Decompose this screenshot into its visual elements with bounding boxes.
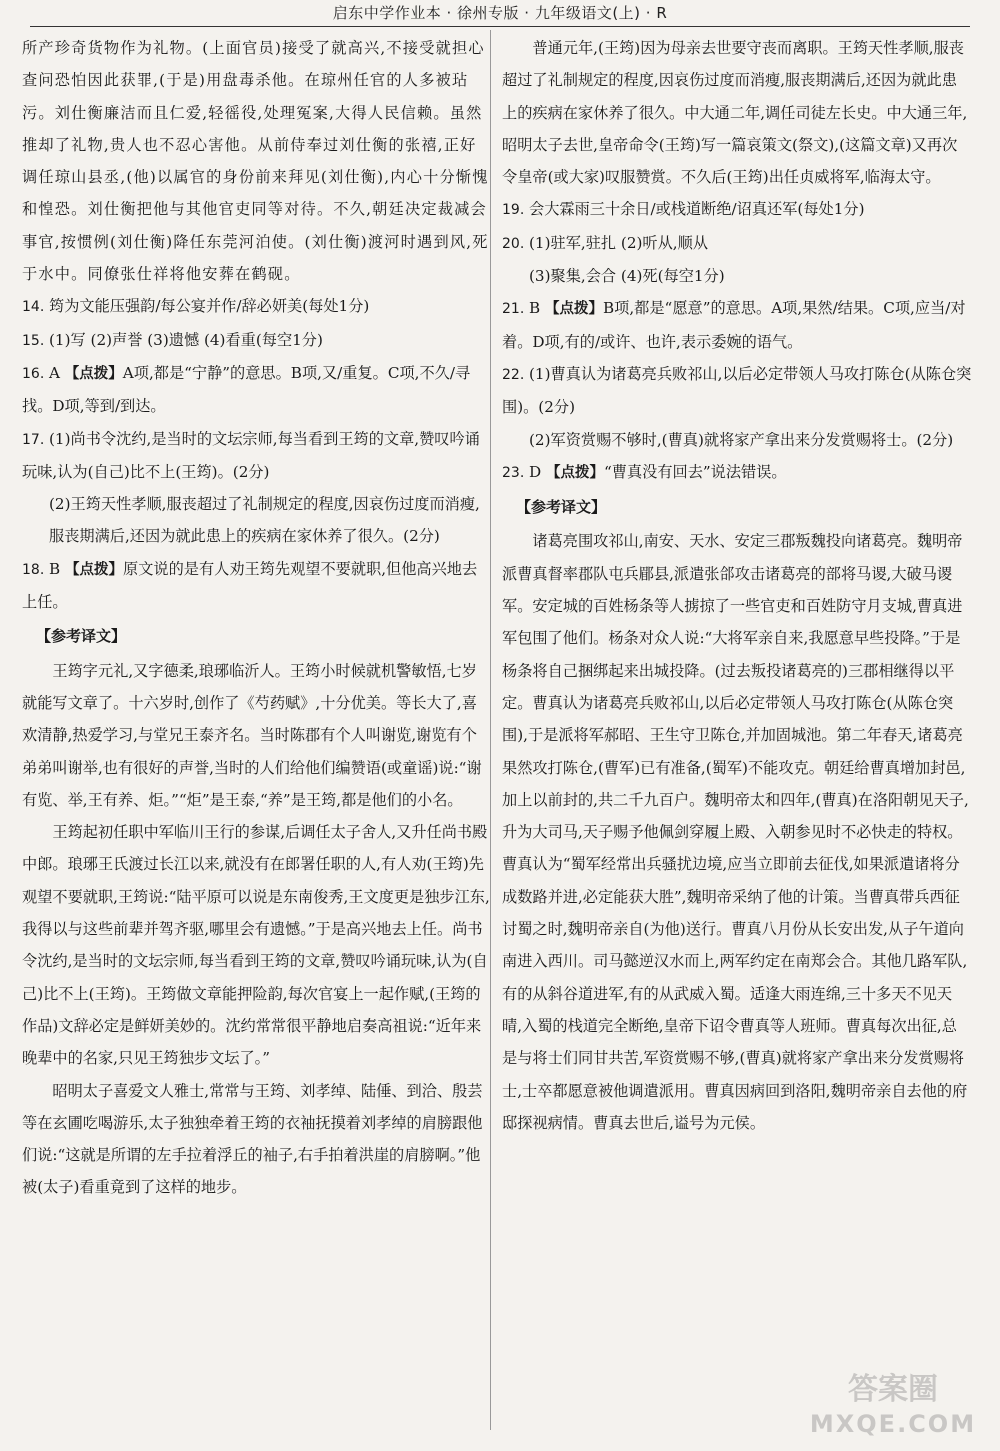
answer-text: 原文说的是有人劝王筠先观望不要就职,但他高兴地去上任。 [22,559,478,612]
answer-choice: B [49,559,65,578]
answer-20 [502,227,972,293]
answer-14 [22,290,492,323]
site-watermark-logo [798,1373,988,1443]
reference-paragraph: 昭明太子喜爱文人雅士,常常与王筠、刘孝绰、陆倕、到洽、殷芸等在玄圃吃喝游乐,太子独独牵着王筠的衣袖抚摸着刘孝绰的肩膀跟他们说:“这就是所谓的左手拉着浮丘的袖子,右手拍着洪崖的肩膀啊。”他被(太子)看重竟到了这样的地步。 [22,1081,483,1197]
reference-paragraph: 王筠字元礼,又字德柔,琅琊临沂人。王筠小时候就机警敏悟,七岁就能写文章了。十六岁时,创作了《芍药赋》,十分优美。等长大了,喜欢清静,热爱学习,与堂兄王泰齐名。当时陈郡有个人叫谢览,谢览有个弟弟叫谢举,也有很好的声誉,当时的人们给他们编赞语(或童谣)说:“谢有览、举,王有养、炬。”“炬”是王泰,“养”是王筠,都是他们的小名。 [22,661,482,809]
reference-translation-title: 【参考译文】 [516,498,607,517]
answer-number: 14. [22,299,45,316]
answer-choice: B [529,299,545,318]
answer-21 [502,292,972,358]
hint-tag: 【点拨】 [545,301,603,318]
answer-choice: A [49,363,65,382]
answer-15 [22,324,492,357]
answer-text: (2)军资赏赐不够时,(曹真)就将家产拿出来分发赏赐将士。(2分) [529,430,954,449]
answer-number: 20. [502,235,525,252]
answer-text: 会大霖雨三十余日/或栈道断绝/诏真还军(每处1分) [529,200,865,219]
answer-23 [502,456,972,489]
answer-16 [22,357,492,423]
hint-tag: 【点拨】 [64,365,123,382]
answer-number: 18. [22,561,45,578]
answer-number: 17. [22,431,45,448]
answer-19 [502,193,972,226]
answer-17 [22,423,492,553]
answer-text: 筠为文能压强韵/每公宴并作/辞必妍美(每处1分) [49,297,370,316]
answer-text: (1)尚书令沈约,是当时的文坛宗师,每当看到王筠的文章,赞叹吟诵玩味,认为(自己)比不上(王筠)。(2分) [22,429,480,481]
answer-text: “曹真没有回去”说法错误。 [604,462,787,481]
running-header: 启东中学作业本 · 徐州专版 · 九年级语文(上) · R [332,4,668,22]
watermark-text: 答案圈 [848,1372,938,1407]
reference-paragraph: 王筠起初任职中军临川王行的参谋,后调任太子舍人,又升任尚书殿中郎。琅琊王氏渡过长江以来,就没有在郎署任职的人,有人劝(王筠)先观望不要就职,王筠说:“陆平原可以说是东南俊秀,王文度更是独步江东,我得以与这些前辈并驾齐驱,哪里会有遗憾。”于是高兴地去上任。尚书令沈约,是当时的文坛宗师,每当看到王筠的文章,赞叹吟诵玩味,认为(自己)比不上(王筠)。王筠做文章能押险韵,每次官宴上一起作赋,(王筠的作品)文辞必定是鲜妍美妙的。沈约常常很平静地启奏高祖说:“近年来晚辈中的名家,只见王筠独步文坛了。” [22,823,490,1068]
translation-continuation: 普通元年,(王筠)因为母亲去世要守丧而离职。王筠天性孝顺,服丧超过了礼制规定的程度,因哀伤过度而消瘦,服丧期满后,还因为就此患上的疾病在家休养了很久。中大通二年,调任司徒左长史。中大通三年,昭明太子去世,皇帝命令(王筠)写一篇哀策文(祭文),(这篇文章)又再次令皇帝(或大家)叹服赞赏。不久后(王筠)出任贞威将军,临海太守。 [502,39,968,187]
answer-number: 22. [502,366,525,383]
answer-22 [502,358,972,456]
translation-continuation: 所产珍奇货物作为礼物。(上面官员)接受了就高兴,不接受就担心查问恐怕因此获罪,(于是)用盘毒杀他。在琼州任官的人多被玷污。刘仕衡廉洁而且仁爱,轻徭役,处理冤案,大得人民信赖。虽然推却了礼物,贵人也不忍心害他。从前侍奉过刘仕衡的张禧,正好调任琼山县丞,(他)以属官的身份前来拜见(刘仕衡),内心十分惭愧和惶恐。刘仕衡把他与其他官吏同等对待。不久,朝廷决定裁减会事官,按惯例(刘仕衡)降任东莞河泊使。(刘仕衡)渡河时遇到风,死于水中。同僚张仕祥将他安葬在鹤砚。 [22,39,489,284]
answer-18 [22,553,492,619]
reference-translation-title: 【参考译文】 [36,627,127,646]
answer-choice: D [529,462,547,481]
hint-tag: 【点拨】 [65,561,123,578]
answer-text: (3)聚集,会合 (4)死(每空1分) [529,267,725,286]
answer-number: 21. [502,301,525,318]
left-column [22,32,492,1204]
answer-text: A项,都是“宁静”的意思。B项,又/重复。C项,不久/寻找。D项,等到/到达。 [22,363,471,416]
answer-text: (1)曹真认为诸葛亮兵败祁山,以后必定带领人马攻打陈仓(从陈仓突围)。(2分) [502,364,972,417]
answer-text: (1)驻军,驻扎 (2)听从,顺从 [529,233,709,252]
reference-paragraph: 诸葛亮围攻祁山,南安、天水、安定三郡叛魏投向诸葛亮。魏明帝派曹真督率郡队屯兵郿县,派遣张郃攻击诸葛亮的部将马谡,大破马谡军。安定城的百姓杨条等人掳掠了一些官吏和百姓防守月支城,曹真进军包围了他们。杨条对众人说:“大将军亲自来,我愿意早些投降。”于是杨条将自己捆绑起来出城投降。(过去叛投诸葛亮的)三郡相继得以平定。曹真认为诸葛亮兵败祁山,以后必定带领人马攻打陈仓(从陈仓突围),于是派将军郝昭、王生守卫陈仓,并加固城池。第二年春天,诸葛亮果然攻打陈仓,(曹军)已有准备,(蜀军)不能攻克。朝廷给曹真增加封邑,加上以前封的,共二千九百户。魏明帝太和四年,(曹真)在洛阳朝见天子,升为大司马,天子赐予他佩剑穿履上殿、入朝参见时不必快走的特权。曹真认为“蜀军经常出兵骚扰边境,应当立即前去征伐,如果派遣诸将分成数路并进,必定能获大胜”,魏明帝采纳了他的计策。当曹真带兵西征讨蜀之时,魏明帝亲自(为他)送行。曹真八月份从长安出发,从子午道向南进入西川。司马懿逆汉水而上,两军约定在南郑会合。其他几路军队,有的从斜谷道进军,有的从武威入蜀。适逢大雨连绵,三十多天不见天晴,入蜀的栈道完全断绝,皇帝下诏令曹真等人班师。曹真每次出征,总是与将士们同甘共苦,军资赏赐不够,(曹真)就将家产拿出来分发赏赐将士,士卒都愿意被他调遣派用。曹真因病回到洛阳,魏明帝亲自去他的府邸探视病情。曹真去世后,谥号为元侯。 [502,532,969,1132]
watermark-url: MXQE.COM [809,1410,977,1438]
answer-text: (1)写 (2)声誉 (3)遗憾 (4)看重(每空1分) [49,330,323,349]
answer-number: 23. [502,464,525,481]
answer-text: (2)王筠天性孝顺,服丧超过了礼制规定的程度,因哀伤过度而消瘦,服丧期满后,还因为就此患上的疾病在家休养了很久。(2分) [49,495,480,546]
right-column [502,32,972,1139]
answer-text: B项,都是“愿意”的意思。A项,果然/结果。C项,应当/对着。D项,有的/或许、也许,表示委婉的语气。 [502,299,966,351]
answer-number: 15. [22,332,45,349]
answer-number: 16. [22,365,45,382]
answer-number: 19. [502,202,525,219]
hint-tag: 【点拨】 [546,464,605,481]
header-rule [30,26,970,27]
